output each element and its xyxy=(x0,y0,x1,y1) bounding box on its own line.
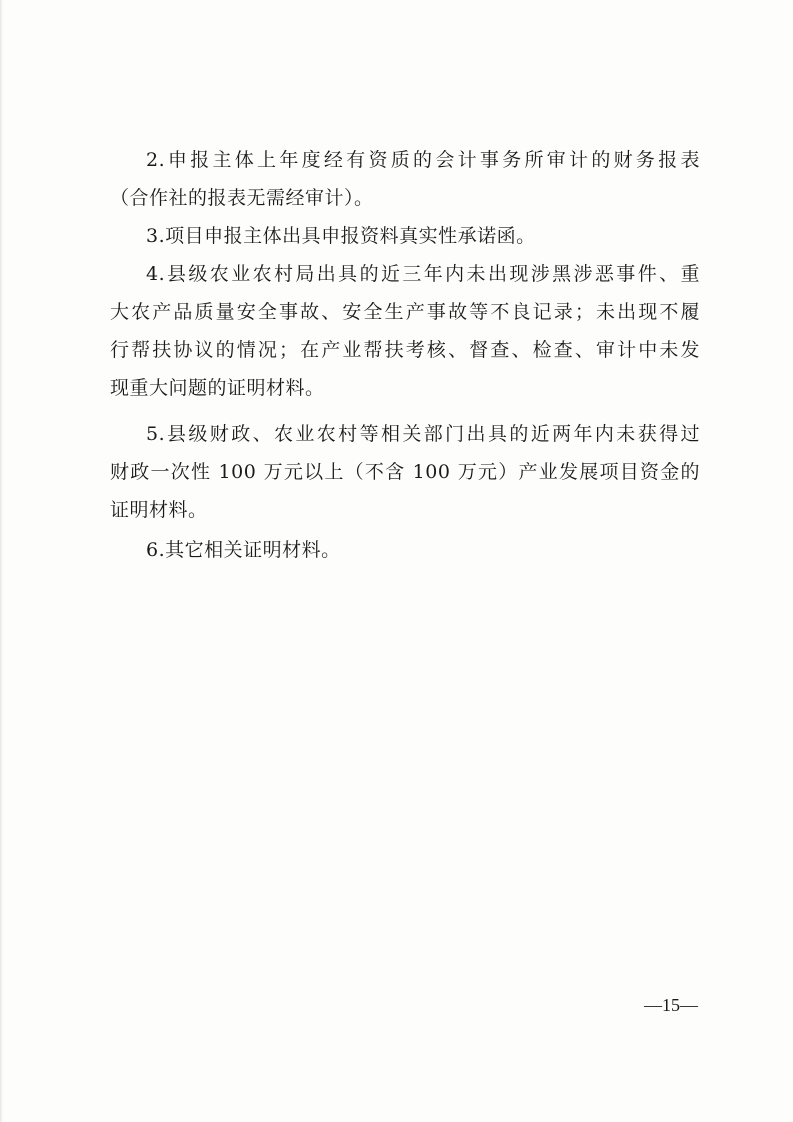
item-5-line-1: 5.县级财政、农业农村等相关部门出具的近两年内未获得过 xyxy=(146,423,700,445)
item-4-line-1: 4.县级农业农村局出具的近三年内未出现涉黑涉恶事件、重 xyxy=(146,263,700,285)
item-5-line-3: 证明材料。 xyxy=(110,499,208,521)
item-5-line-2: 财政一次性 100 万元以上（不含 100 万元）产业发展项目资金的 xyxy=(110,461,700,483)
item-4-line-2: 大农产品质量安全事故、安全生产事故等不良记录；未出现不履 xyxy=(110,301,700,323)
scan-edge xyxy=(0,0,3,1122)
item-2-line-2: （合作社的报表无需经审计）。 xyxy=(110,187,374,209)
item-4-line-4: 现重大问题的证明材料。 xyxy=(110,377,325,399)
item-2-line-1: 2.申报主体上年度经有资质的会计事务所审计的财务报表 xyxy=(146,149,700,171)
item-3-line-1: 3.项目申报主体出具申报资料真实性承诺函。 xyxy=(146,225,536,247)
page-number: —15— xyxy=(644,995,698,1015)
item-6-line-1: 6.其它相关证明材料。 xyxy=(146,539,341,561)
item-4-line-3: 行帮扶协议的情况；在产业帮扶考核、督查、检查、审计中未发 xyxy=(110,339,700,361)
